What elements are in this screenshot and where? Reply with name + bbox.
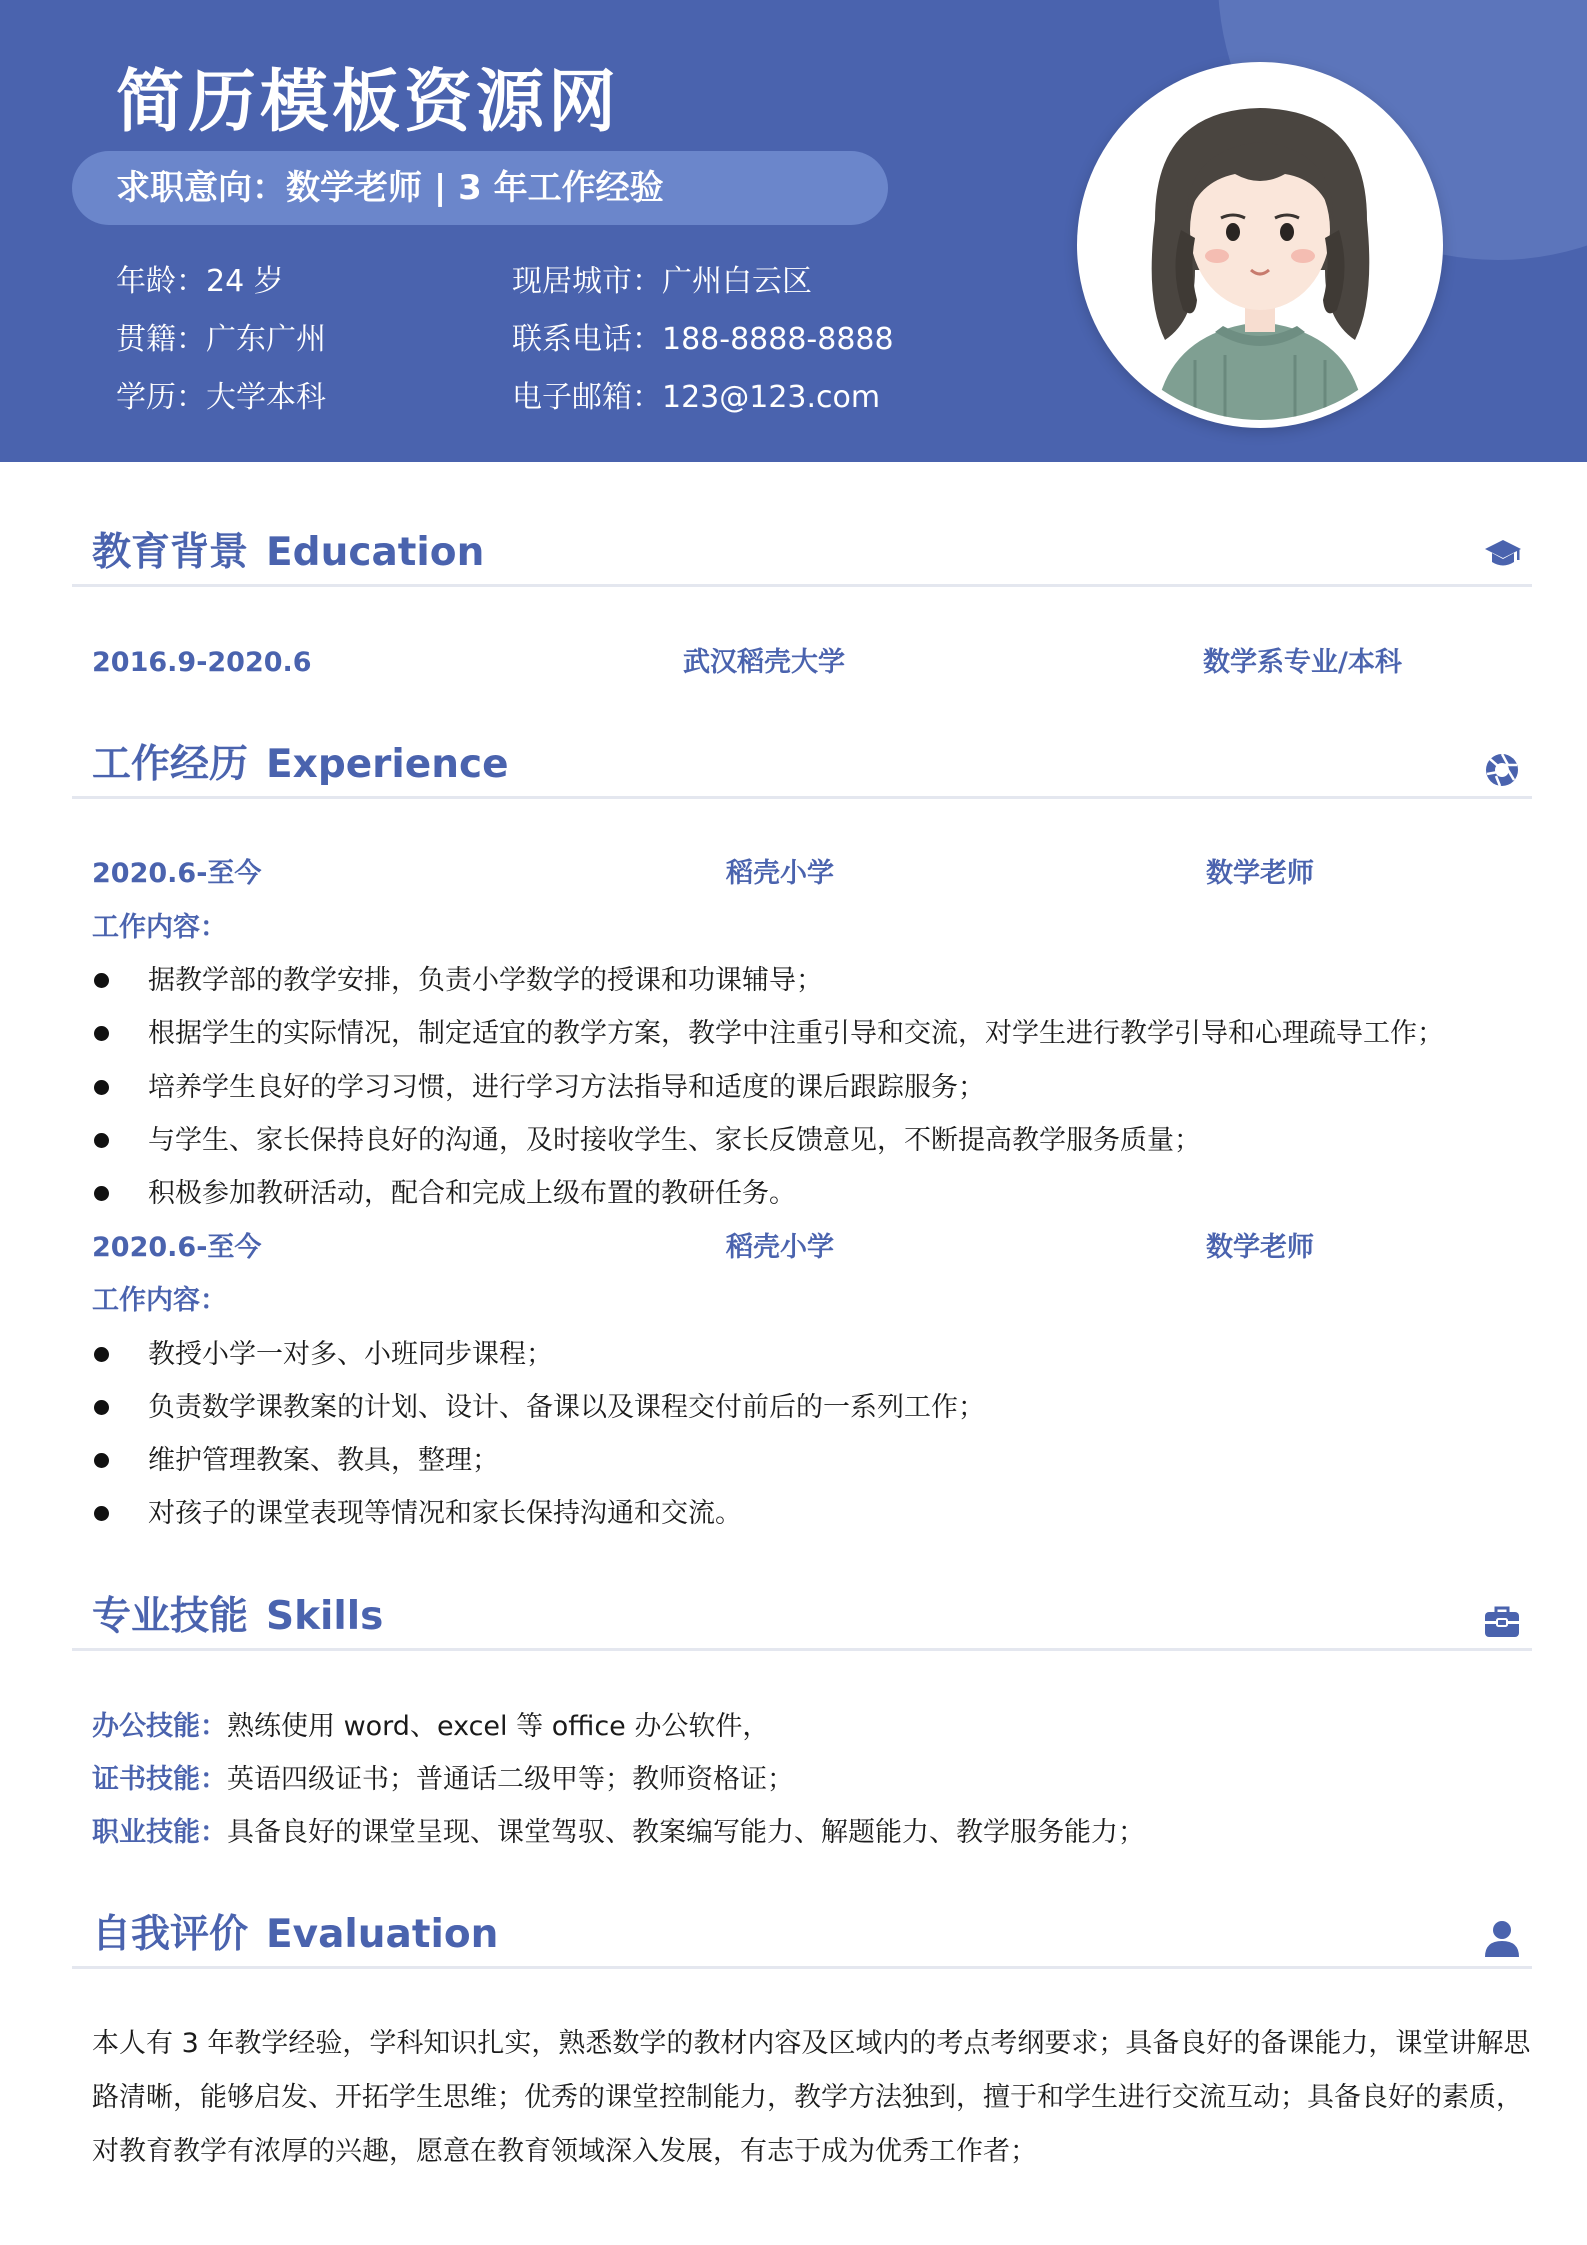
bullet-dot [94, 1453, 109, 1468]
bullet-dot [94, 1133, 109, 1148]
education-title-cn: 教育背景 [92, 530, 249, 575]
bullet-text: 培养学生良好的学习习惯，进行学习方法指导和适度的课后跟踪服务； [148, 1072, 985, 1103]
job-intent-pill [72, 151, 888, 225]
graduation-cap-icon [1484, 538, 1522, 570]
skills-title-en: Skills [266, 1594, 384, 1639]
education-title-en: Education [266, 530, 485, 575]
job-1-role: 数学老师 [1206, 858, 1314, 889]
skill-label: 办公技能： [92, 1711, 227, 1742]
bullet-text: 对孩子的课堂表现等情况和家长保持沟通和交流。 [148, 1498, 742, 1529]
user-icon [1484, 1920, 1520, 1958]
education-school: 武汉稻壳大学 [683, 647, 845, 678]
skill-value: 具备良好的课堂呈现、课堂驾驭、教案编写能力、解题能力、教学服务能力； [227, 1817, 1145, 1848]
skill-professional [92, 1813, 1145, 1853]
job-1-content-label: 工作内容： [92, 912, 227, 943]
skill-office [92, 1707, 769, 1747]
bullet-dot [94, 1506, 109, 1521]
education-divider [72, 584, 1532, 587]
evaluation-line-2: 路清晰，能够启发、开拓学生思维；优秀的课堂控制能力，教学方法独到，擅于和学生进行交流互动；具备良好的素质， [92, 2082, 1523, 2113]
evaluation-divider [72, 1966, 1532, 1969]
experience-divider [72, 796, 1532, 799]
bullet-text: 积极参加教研活动，配合和完成上级布置的教研任务。 [148, 1178, 796, 1209]
experience-section-title [92, 740, 509, 790]
evaluation-line-3: 对教育教学有浓厚的兴趣，愿意在教育领域深入发展，有志于成为优秀工作者； [92, 2136, 1037, 2167]
bullet-dot [94, 1347, 109, 1362]
info-phone: 联系电话：188-8888-8888 [512, 322, 894, 357]
skill-label: 证书技能： [92, 1764, 227, 1795]
aperture-icon [1484, 752, 1520, 788]
info-hometown: 贯籍：广东广州 [116, 322, 326, 357]
skills-section-title [92, 1592, 383, 1642]
bullet-dot [94, 1080, 109, 1095]
bullet-text: 据教学部的教学安排，负责小学数学的授课和功课辅导； [148, 965, 823, 996]
avatar [1077, 62, 1443, 428]
experience-title-en: Experience [266, 742, 509, 787]
skill-label: 职业技能： [92, 1817, 227, 1848]
skill-value: 熟练使用 word、excel 等 office 办公软件， [227, 1711, 770, 1742]
info-email: 电子邮箱：123@123.com [512, 380, 881, 415]
skills-title-cn: 专业技能 [92, 1594, 249, 1639]
evaluation-title-en: Evaluation [266, 1912, 499, 1957]
info-city: 现居城市：广州白云区 [512, 264, 812, 299]
skill-value: 英语四级证书；普通话二级甲等；教师资格证； [227, 1764, 794, 1795]
bullet-text: 负责数学课教案的计划、设计、备课以及课程交付前后的一系列工作； [148, 1392, 985, 1423]
job-2-company: 稻壳小学 [726, 1232, 834, 1263]
bullet-text: 教授小学一对多、小班同步课程； [148, 1339, 553, 1370]
bullet-dot [94, 1400, 109, 1415]
evaluation-title-cn: 自我评价 [92, 1912, 249, 1957]
evaluation-line-1: 本人有 3 年教学经验，学科知识扎实，熟悉数学的教材内容及区域内的考点考纲要求；具备良好的备课能力，课堂讲解思 [92, 2028, 1531, 2059]
education-major: 数学系专业/本科 [1203, 647, 1402, 678]
education-period: 2016.9-2020.6 [92, 647, 312, 678]
experience-title-cn: 工作经历 [92, 742, 249, 787]
job-1-period: 2020.6-至今 [92, 858, 262, 889]
bullet-text: 与学生、家长保持良好的沟通，及时接收学生、家长反馈意见，不断提高教学服务质量； [148, 1125, 1201, 1156]
info-education: 学历：大学本科 [116, 380, 326, 415]
job-2-content-label: 工作内容： [92, 1285, 227, 1316]
bullet-dot [94, 1186, 109, 1201]
toolbox-icon [1484, 1606, 1520, 1638]
evaluation-section-title [92, 1910, 498, 1960]
job-2-role: 数学老师 [1206, 1232, 1314, 1263]
job-intent-text: 求职意向：数学老师 | 3 年工作经验 [116, 168, 664, 208]
skill-certificate [92, 1760, 794, 1800]
job-2-period: 2020.6-至今 [92, 1232, 262, 1263]
candidate-name: 简历模板资源网 [116, 63, 621, 142]
bullet-dot [94, 973, 109, 988]
job-1-company: 稻壳小学 [726, 858, 834, 889]
bullet-dot [94, 1026, 109, 1041]
bullet-text: 维护管理教案、教具，整理； [148, 1445, 499, 1476]
education-section-title [92, 528, 484, 578]
avatar-illustration [1085, 70, 1435, 420]
info-age: 年龄：24 岁 [116, 264, 284, 299]
bullet-text: 根据学生的实际情况，制定适宜的教学方案，教学中注重引导和交流，对学生进行教学引导和心理疏导工作； [148, 1018, 1444, 1049]
skills-divider [72, 1648, 1532, 1651]
